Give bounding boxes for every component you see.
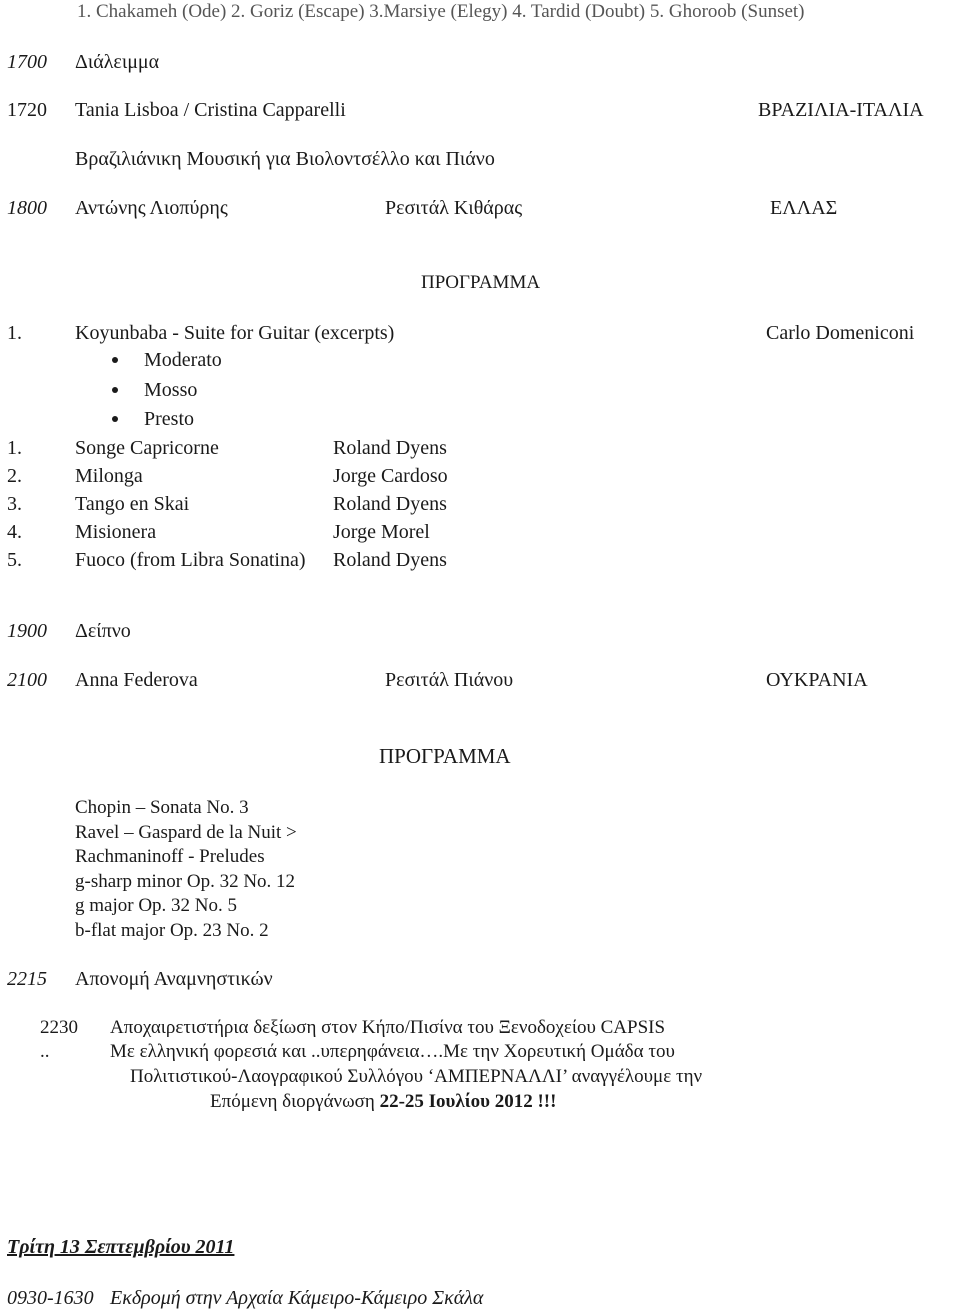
- program-item-composer: Jorge Morel: [333, 521, 430, 543]
- reception-line: Με ελληνική φορεσιά και ..υπερηφάνεια….Με την Χορευτική Ομάδα του: [110, 1041, 675, 1062]
- time-1720: 1720: [7, 99, 47, 121]
- bullet-icon: [112, 387, 118, 393]
- program-item-number: 4.: [7, 521, 22, 543]
- time-1900: 1900: [7, 620, 47, 642]
- next-event-dates: 22-25 Ιουλίου 2012 !!!: [379, 1091, 557, 1112]
- program-item-number: 2.: [7, 465, 22, 487]
- program-line: Chopin – Sonata No. 3: [75, 797, 249, 818]
- time-1700: 1700: [7, 51, 47, 73]
- program-item-number: 5.: [7, 549, 22, 571]
- description-1720: Βραζιλιάνικη Μουσική για Βιολοντσέλλο και Πιάνο: [75, 148, 495, 170]
- program-item-title: Tango en Skai: [75, 493, 190, 515]
- program-line: b-flat major Op. 23 No. 2: [75, 920, 269, 941]
- day-heading: Τρίτη 13 Σεπτεμβρίου 2011: [7, 1236, 235, 1258]
- reception-prefix: ..: [40, 1041, 50, 1062]
- next-event-line: [210, 1092, 556, 1111]
- event-1800: Ρεσιτάλ Κιθάρας: [385, 197, 523, 219]
- program-heading: ΠΡΟΓΡΑΜΜΑ: [379, 744, 511, 768]
- movement-item: Moderato: [144, 349, 222, 371]
- movement-item: Mosso: [144, 379, 198, 401]
- program-item-title: Songe Capricorne: [75, 437, 219, 459]
- event-2100: Ρεσιτάλ Πιάνου: [385, 669, 514, 691]
- excursion-text: Εκδρομή στην Αρχαία Κάμειρο-Κάμειρο Σκάλα: [110, 1287, 484, 1309]
- program-item-composer: Roland Dyens: [333, 437, 447, 459]
- program-item-title: Milonga: [75, 465, 143, 487]
- excursion-time: 0930-1630: [7, 1287, 94, 1309]
- reception-line: Πολιτιστικού-Λαογραφικού Συλλόγου ‘ΑΜΠΕΡΝΑΛΛΙ’ αναγγέλουμε την: [130, 1066, 703, 1087]
- program-item-composer: Roland Dyens: [333, 493, 447, 515]
- time-1800: 1800: [7, 197, 47, 219]
- break-title: Διάλειμμα: [75, 51, 160, 73]
- dinner-title: Δείπνο: [75, 620, 131, 642]
- performer-2100: Anna Federova: [75, 669, 198, 691]
- time-2215: 2215: [7, 968, 47, 990]
- program-line: g-sharp minor Op. 32 No. 12: [75, 871, 296, 892]
- movement-item: Presto: [144, 408, 194, 430]
- time-2230: 2230: [40, 1017, 78, 1038]
- program-item-composer: Jorge Cardoso: [333, 465, 448, 487]
- time-2100: 2100: [7, 669, 47, 691]
- country-1720: ΒΡΑΖΙΛΙΑ-ΙΤΑΛΙΑ: [758, 99, 924, 121]
- country-1800: ΕΛΛΑΣ: [770, 197, 838, 219]
- next-event-text: Επόμενη διοργάνωση: [210, 1091, 380, 1112]
- program-item-title: Koyunbaba - Suite for Guitar (excerpts): [75, 322, 395, 344]
- program-item-composer: Roland Dyens: [333, 549, 447, 571]
- reception-line: Αποχαιρετιστήρια δεξίωση στον Κήπο/Πισίνα του Ξενοδοχείου CAPSIS: [110, 1017, 666, 1038]
- program-item-title: Fuoco (from Libra Sonatina): [75, 549, 306, 571]
- program-item-number: 1.: [7, 322, 22, 344]
- performer-1720: Tania Lisboa / Cristina Capparelli: [75, 99, 346, 121]
- bullet-icon: [112, 416, 118, 422]
- bullet-icon: [112, 357, 118, 363]
- program-line: Rachmaninoff - Preludes: [75, 846, 265, 867]
- program-item-title: Misionera: [75, 521, 157, 543]
- program-item-composer: Carlo Domeniconi: [766, 322, 915, 344]
- program-line: g major Op. 32 No. 5: [75, 895, 238, 916]
- awards-title: Απονομή Αναμνηστικών: [75, 968, 273, 990]
- performer-1800: Αντώνης Λιοπύρης: [75, 197, 228, 219]
- country-2100: ΟΥΚΡΑΝΙΑ: [766, 669, 868, 691]
- program-line: Ravel – Gaspard de la Nuit >: [75, 822, 297, 843]
- program-item-number: 1.: [7, 437, 22, 459]
- program-heading: ΠΡΟΓΡΑΜΜΑ: [421, 272, 541, 293]
- program-item-number: 3.: [7, 493, 22, 515]
- top-program-line: 1. Chakameh (Ode) 2. Goriz (Escape) 3.Marsiye (Elegy) 4. Tardid (Doubt) 5. Ghoroob (Sunset): [77, 1, 805, 22]
